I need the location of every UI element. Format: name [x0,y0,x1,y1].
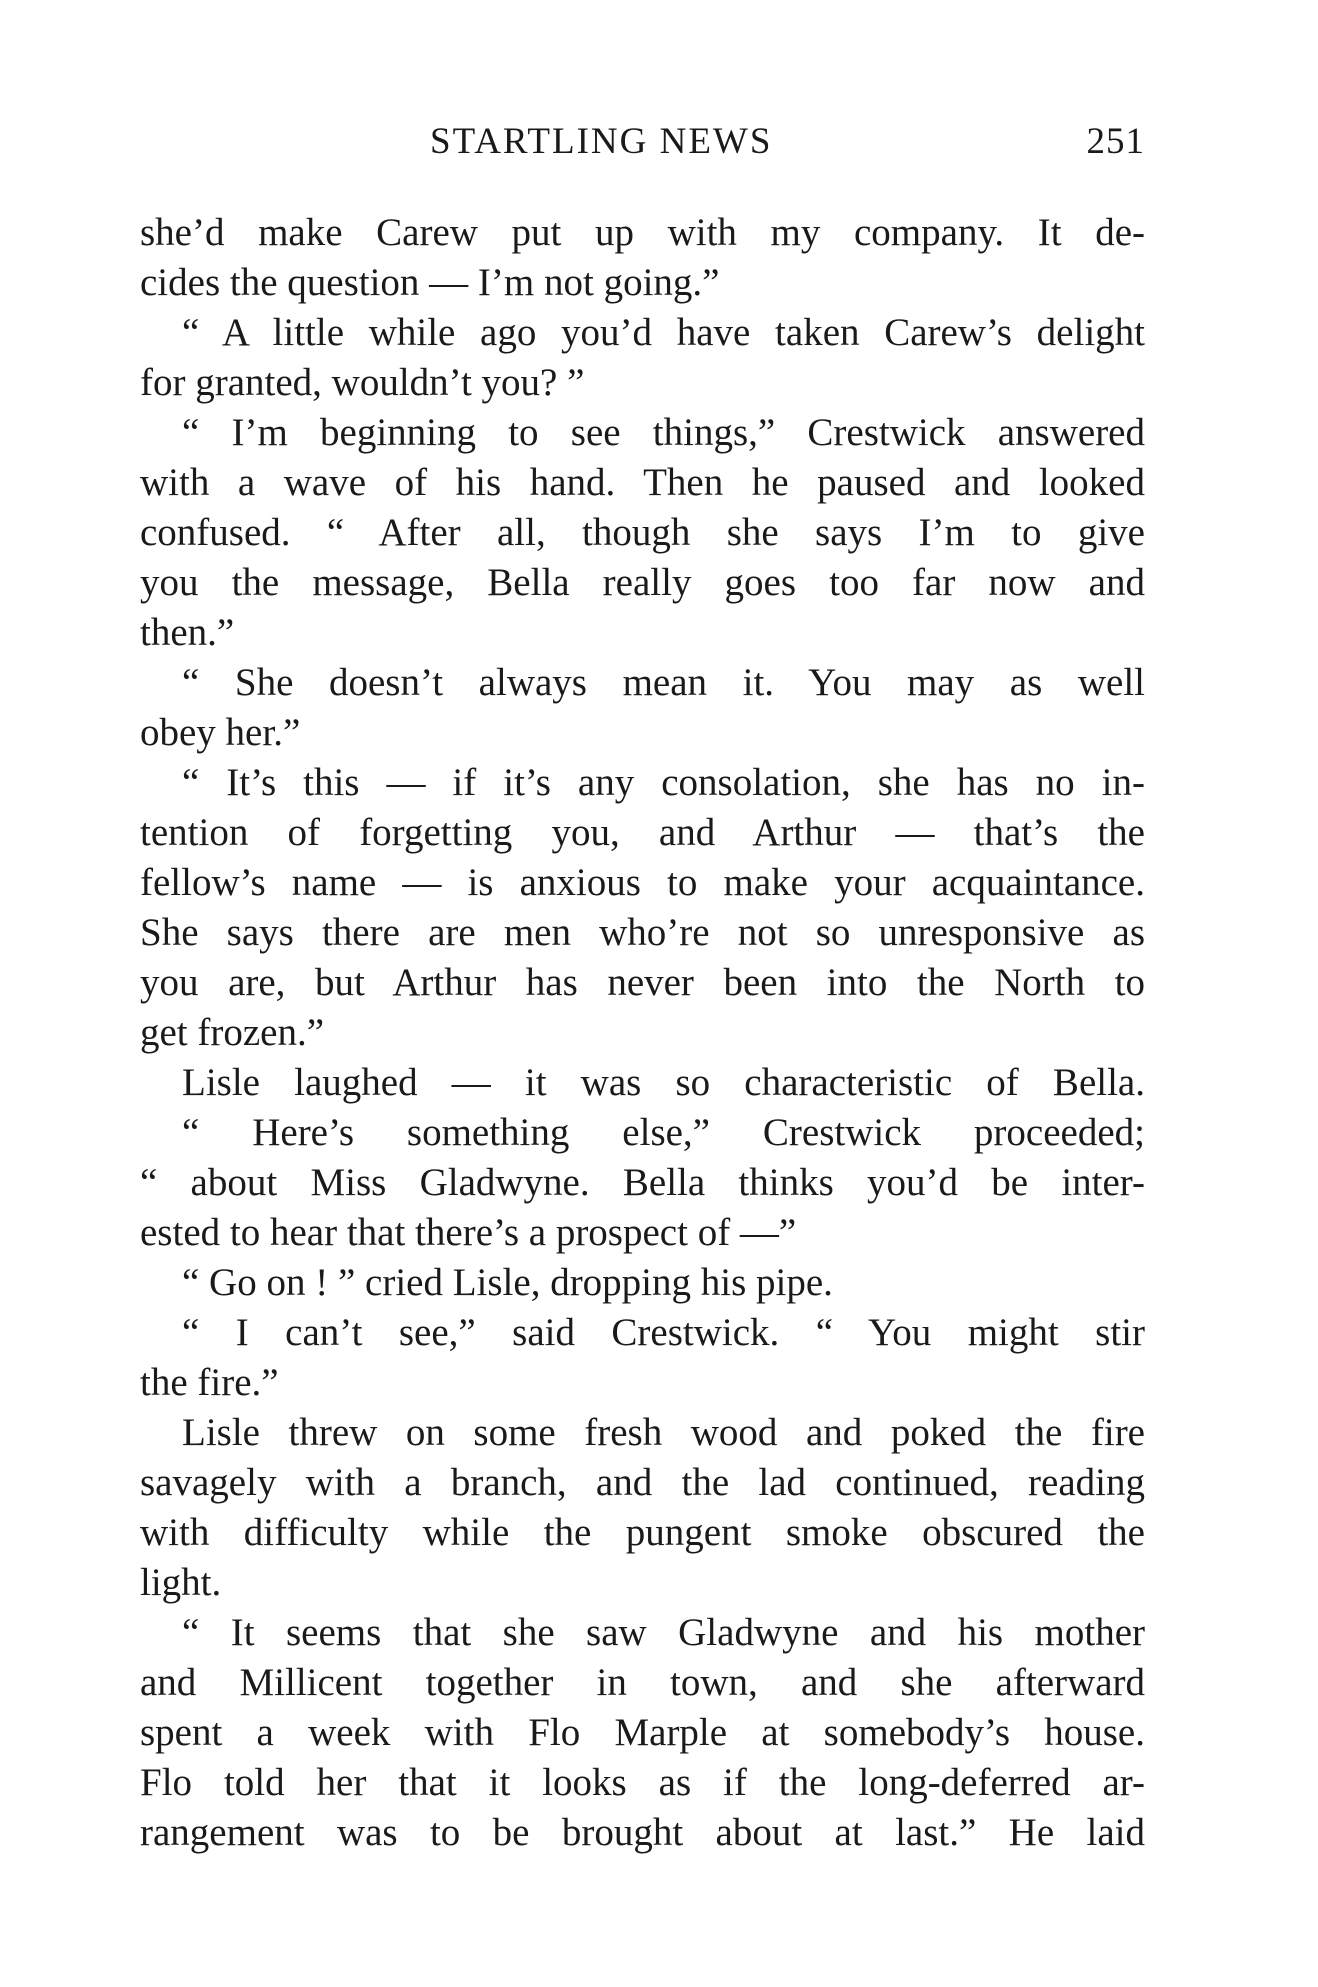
text-line: Flo told her that it looks as if the long-deferred ar- [140,1761,1145,1804]
text-line: “ about Miss Gladwyne. Bella thinks you’d be inter- [140,1161,1145,1204]
text-line: you the message, Bella really goes too far now and [140,561,1145,604]
text-line: fellow’s name — is anxious to make your acquaintance. [140,861,1145,904]
text-line: savagely with a branch, and the lad continued, reading [140,1461,1145,1504]
text-line: she’d make Carew put up with my company. It de- [140,211,1145,254]
text-line: then.” [140,611,235,654]
text-line: “ I can’t see,” said Crestwick. “ You might stir [182,1311,1145,1354]
text-line: “ Go on ! ” cried Lisle, dropping his pipe. [182,1261,833,1304]
text-line: Lisle threw on some fresh wood and poked the fire [182,1411,1145,1454]
text-line: with a wave of his hand. Then he paused and looked [140,461,1145,504]
text-line: “ It seems that she saw Gladwyne and his mother [182,1611,1145,1654]
text-line: confused. “ After all, though she says I’m to give [140,511,1145,554]
text-line: “ A little while ago you’d have taken Carew’s delight [182,311,1145,354]
text-line: the fire.” [140,1361,279,1404]
text-line: spent a week with Flo Marple at somebody’s house. [140,1711,1145,1754]
text-line: get frozen.” [140,1011,325,1054]
page-number: 251 [1086,121,1145,162]
text-line: “ Here’s something else,” Crestwick proceeded; [182,1111,1145,1154]
text-line: ested to hear that there’s a prospect of —” [140,1211,797,1254]
text-line: “ It’s this — if it’s any consolation, she has no in- [182,761,1145,804]
text-line: tention of forgetting you, and Arthur — that’s the [140,811,1145,854]
text-line: with difficulty while the pungent smoke obscured the [140,1511,1145,1554]
text-line: She says there are men who’re not so unresponsive as [140,911,1145,954]
text-line: “ She doesn’t always mean it. You may as well [182,661,1145,704]
text-line: for granted, wouldn’t you? ” [140,361,585,404]
text-line: obey her.” [140,711,301,754]
text-line: “ I’m beginning to see things,” Crestwick answered [182,411,1145,454]
text-line: rangement was to be brought about at last.” He laid [140,1811,1145,1854]
text-line: light. [140,1561,222,1604]
text-line: and Millicent together in town, and she afterward [140,1661,1145,1704]
running-head: STARTLING NEWS [430,121,773,162]
page-header [140,112,1145,172]
text-line: Lisle laughed — it was so characteristic of Bella. [182,1061,1145,1104]
text-line: cides the question — I’m not going.” [140,261,720,304]
body-text [140,208,1145,1858]
text-line: you are, but Arthur has never been into the North to [140,961,1145,1004]
